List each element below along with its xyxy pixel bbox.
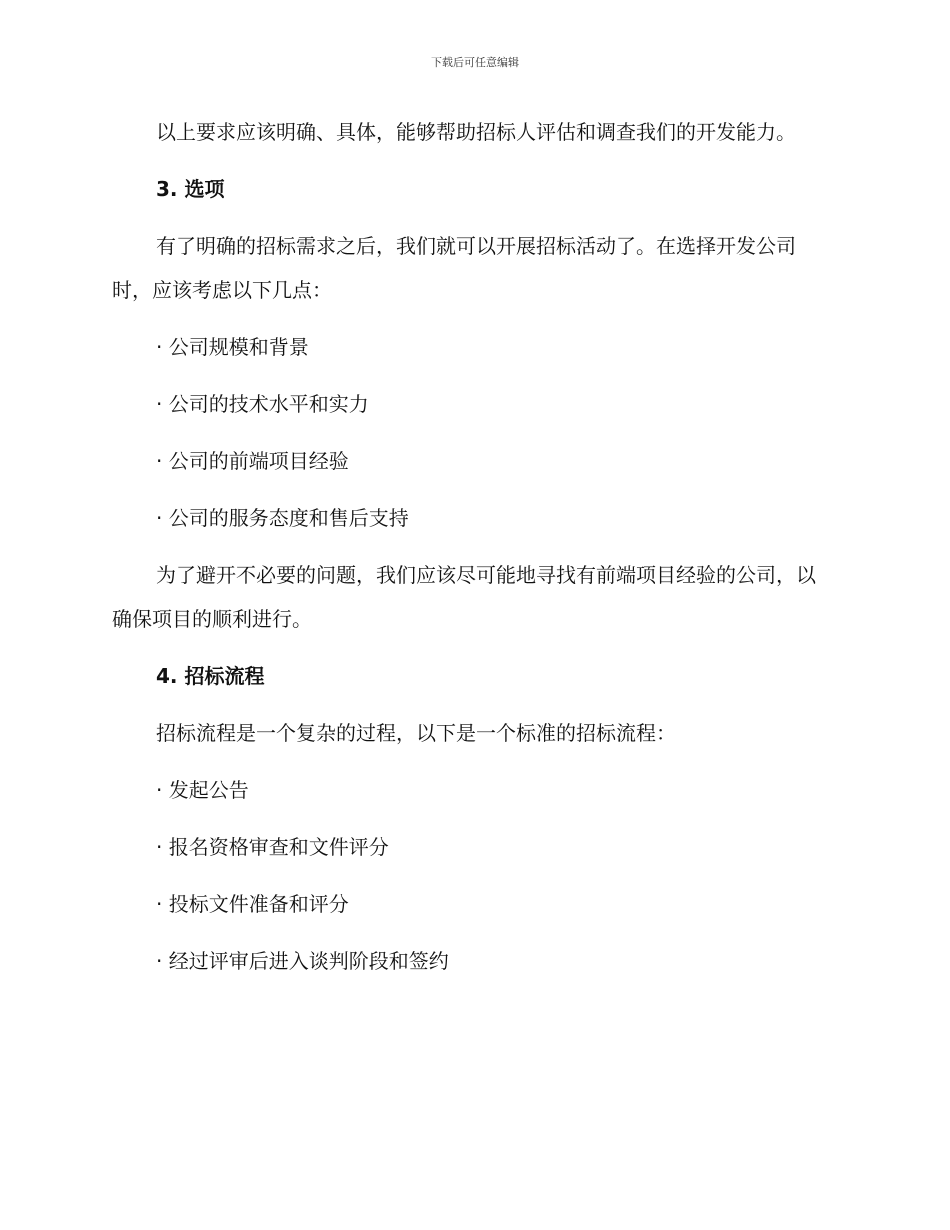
list-item: · 报名资格审查和文件评分 [156, 835, 389, 859]
list-item: · 公司的服务态度和售后支持 [156, 506, 409, 530]
paragraph-requirements: 以上要求应该明确、具体，能够帮助招标人评估和调查我们的开发能力。 [156, 120, 796, 144]
list-item: · 公司规模和背景 [156, 335, 309, 359]
list-item: · 公司的技术水平和实力 [156, 392, 369, 416]
document-body [112, 110, 832, 996]
list-item: · 经过评审后进入谈判阶段和签约 [156, 949, 449, 973]
paragraph-selection: 有了明确的招标需求之后，我们就可以开展招标活动了。在选择开发公司时，应该考虑以下几点： [112, 234, 796, 302]
paragraph-avoid-issues: 为了避开不必要的问题，我们应该尽可能地寻找有前端项目经验的公司，以确保项目的顺利进行。 [112, 563, 816, 631]
paragraph-process-intro: 招标流程是一个复杂的过程，以下是一个标准的招标流程： [156, 721, 676, 745]
list-item: · 投标文件准备和评分 [156, 892, 349, 916]
section-heading-process: 4. 招标流程 [156, 664, 265, 688]
header-note: 下载后可任意编辑 [431, 56, 519, 69]
list-item: · 公司的前端项目经验 [156, 449, 349, 473]
list-item: · 发起公告 [156, 778, 249, 802]
section-heading-options: 3. 选项 [156, 177, 225, 201]
